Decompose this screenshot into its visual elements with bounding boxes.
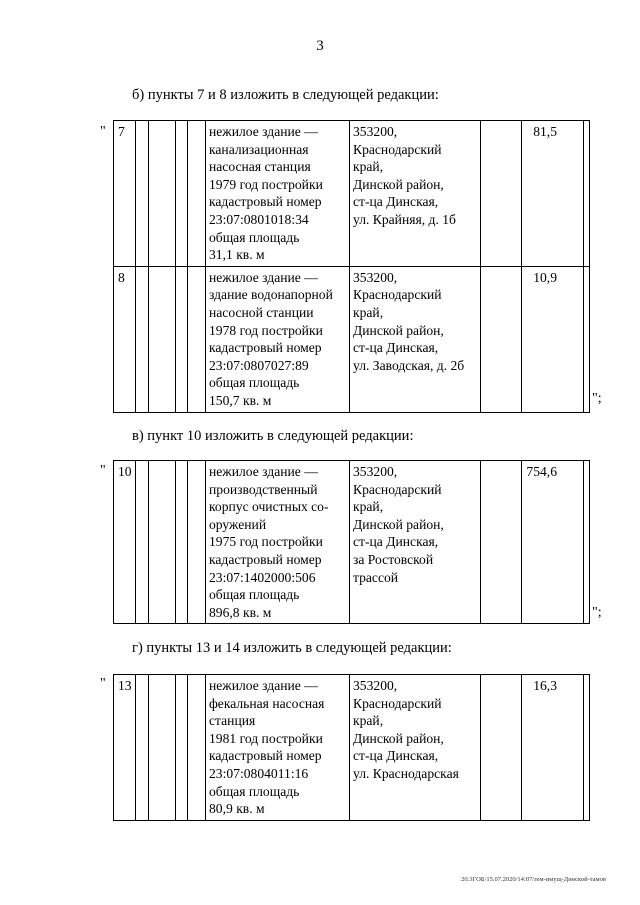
- description-line: кадастровый номер: [209, 194, 322, 210]
- item-number: 7: [114, 121, 136, 267]
- description-line: 23:07:0807027:89: [209, 357, 309, 373]
- table-row: [114, 266, 590, 412]
- description-line: насосная станция: [209, 159, 311, 175]
- address-line: Динской район,: [353, 730, 444, 746]
- description-line: 1975 год постройки: [209, 534, 323, 550]
- address-line: трассой: [353, 569, 399, 585]
- table-row: [114, 121, 590, 267]
- empty-cell: [188, 266, 206, 412]
- property-address: [350, 121, 481, 267]
- property-description: [206, 675, 350, 821]
- empty-cell: [149, 266, 176, 412]
- item-number: 8: [114, 266, 136, 412]
- empty-cell: [481, 266, 522, 412]
- property-table: [113, 120, 590, 413]
- description-line: 1981 год постройки: [209, 730, 323, 746]
- address-line: ст-ца Динская,: [353, 534, 439, 550]
- description-line: нежилое здание —: [209, 124, 318, 139]
- empty-cell: [136, 675, 149, 821]
- section-heading: в) пункт 10 изложить в следующей редакции:: [132, 428, 414, 444]
- description-line: здание водонапорной: [209, 287, 333, 303]
- empty-cell: [584, 121, 590, 267]
- address-line: ст-ца Динская,: [353, 748, 439, 764]
- empty-cell: [176, 266, 188, 412]
- item-number: 10: [114, 461, 136, 624]
- property-description: [206, 266, 350, 412]
- description-line: кадастровый номер: [209, 340, 322, 356]
- description-line: производственный: [209, 481, 318, 497]
- property-description: [206, 461, 350, 624]
- address-line: край,: [353, 304, 384, 320]
- property-value: 16,3: [522, 675, 584, 821]
- footer-code: 20.3ГОБ/15.07.2020/14:07/зем-имущ-Динской-тамов: [461, 876, 606, 883]
- empty-cell: [136, 266, 149, 412]
- address-line: 353200,: [353, 678, 398, 693]
- address-line: Краснодарский: [353, 141, 442, 157]
- empty-cell: [188, 675, 206, 821]
- description-line: нежилое здание —: [209, 464, 318, 479]
- description-line: 23:07:0804011:16: [209, 765, 309, 781]
- description-line: оружений: [209, 516, 267, 532]
- property-value: 10,9: [522, 266, 584, 412]
- opening-quote: ": [100, 463, 106, 478]
- property-description: [206, 121, 350, 267]
- description-line: корпус очистных со-: [209, 499, 329, 515]
- description-line: общая площадь: [209, 375, 300, 391]
- closing-quote: ";: [592, 391, 602, 406]
- description-line: 80,9 кв. м: [209, 801, 265, 817]
- item-number: 13: [114, 675, 136, 821]
- table-row: [114, 461, 590, 624]
- empty-cell: [176, 675, 188, 821]
- address-line: ул. Заводская, д. 2б: [353, 357, 465, 373]
- empty-cell: [136, 121, 149, 267]
- description-line: 23:07:0801018:34: [209, 211, 309, 227]
- description-line: фекальная насосная: [209, 695, 325, 711]
- address-line: Краснодарский: [353, 695, 442, 711]
- description-line: насосной станции: [209, 304, 314, 320]
- address-line: край,: [353, 499, 384, 515]
- address-line: ул. Краснодарская: [353, 765, 459, 781]
- address-line: край,: [353, 159, 384, 175]
- property-address: [350, 266, 481, 412]
- empty-cell: [584, 461, 590, 624]
- address-line: за Ростовской: [353, 551, 434, 567]
- description-line: общая площадь: [209, 783, 300, 799]
- description-line: общая площадь: [209, 229, 300, 245]
- description-line: кадастровый номер: [209, 748, 322, 764]
- description-line: 150,7 кв. м: [209, 392, 272, 408]
- address-line: край,: [353, 713, 384, 729]
- description-line: 896,8 кв. м: [209, 604, 272, 620]
- address-line: 353200,: [353, 464, 398, 479]
- address-line: Динской район,: [353, 516, 444, 532]
- property-value: 754,6: [522, 461, 584, 624]
- opening-quote: ": [100, 676, 106, 691]
- description-line: 1979 год постройки: [209, 176, 323, 192]
- address-line: 353200,: [353, 124, 398, 139]
- empty-cell: [176, 121, 188, 267]
- section-heading: б) пункты 7 и 8 изложить в следующей редакции:: [132, 87, 439, 103]
- empty-cell: [481, 461, 522, 624]
- empty-cell: [149, 675, 176, 821]
- empty-cell: [149, 121, 176, 267]
- property-address: [350, 461, 481, 624]
- address-line: ул. Крайняя, д. 1б: [353, 211, 456, 227]
- page-number: 3: [316, 38, 324, 54]
- description-line: 1978 год постройки: [209, 322, 323, 338]
- closing-quote: ";: [592, 605, 602, 620]
- description-line: кадастровый номер: [209, 551, 322, 567]
- table-row: [114, 675, 590, 821]
- section-heading: г) пункты 13 и 14 изложить в следующей редакции:: [132, 640, 452, 656]
- address-line: Краснодарский: [353, 481, 442, 497]
- empty-cell: [584, 266, 590, 412]
- empty-cell: [176, 461, 188, 624]
- empty-cell: [584, 675, 590, 821]
- property-value: 81,5: [522, 121, 584, 267]
- description-line: общая площадь: [209, 587, 300, 603]
- opening-quote: ": [100, 124, 106, 139]
- description-line: нежилое здание —: [209, 678, 318, 693]
- description-line: нежилое здание —: [209, 269, 318, 285]
- address-line: Краснодарский: [353, 287, 442, 303]
- address-line: 353200,: [353, 269, 398, 285]
- address-line: Динской район,: [353, 322, 444, 338]
- empty-cell: [481, 675, 522, 821]
- description-line: станция: [209, 713, 256, 729]
- description-line: 31,1 кв. м: [209, 247, 265, 263]
- empty-cell: [188, 121, 206, 267]
- address-line: ст-ца Динская,: [353, 340, 439, 356]
- address-line: Динской район,: [353, 176, 444, 192]
- empty-cell: [149, 461, 176, 624]
- property-address: [350, 675, 481, 821]
- empty-cell: [136, 461, 149, 624]
- description-line: 23:07:1402000:506: [209, 569, 316, 585]
- property-table: [113, 460, 590, 624]
- address-line: ст-ца Динская,: [353, 194, 439, 210]
- property-table: [113, 674, 590, 821]
- empty-cell: [481, 121, 522, 267]
- description-line: канализационная: [209, 141, 309, 157]
- empty-cell: [188, 461, 206, 624]
